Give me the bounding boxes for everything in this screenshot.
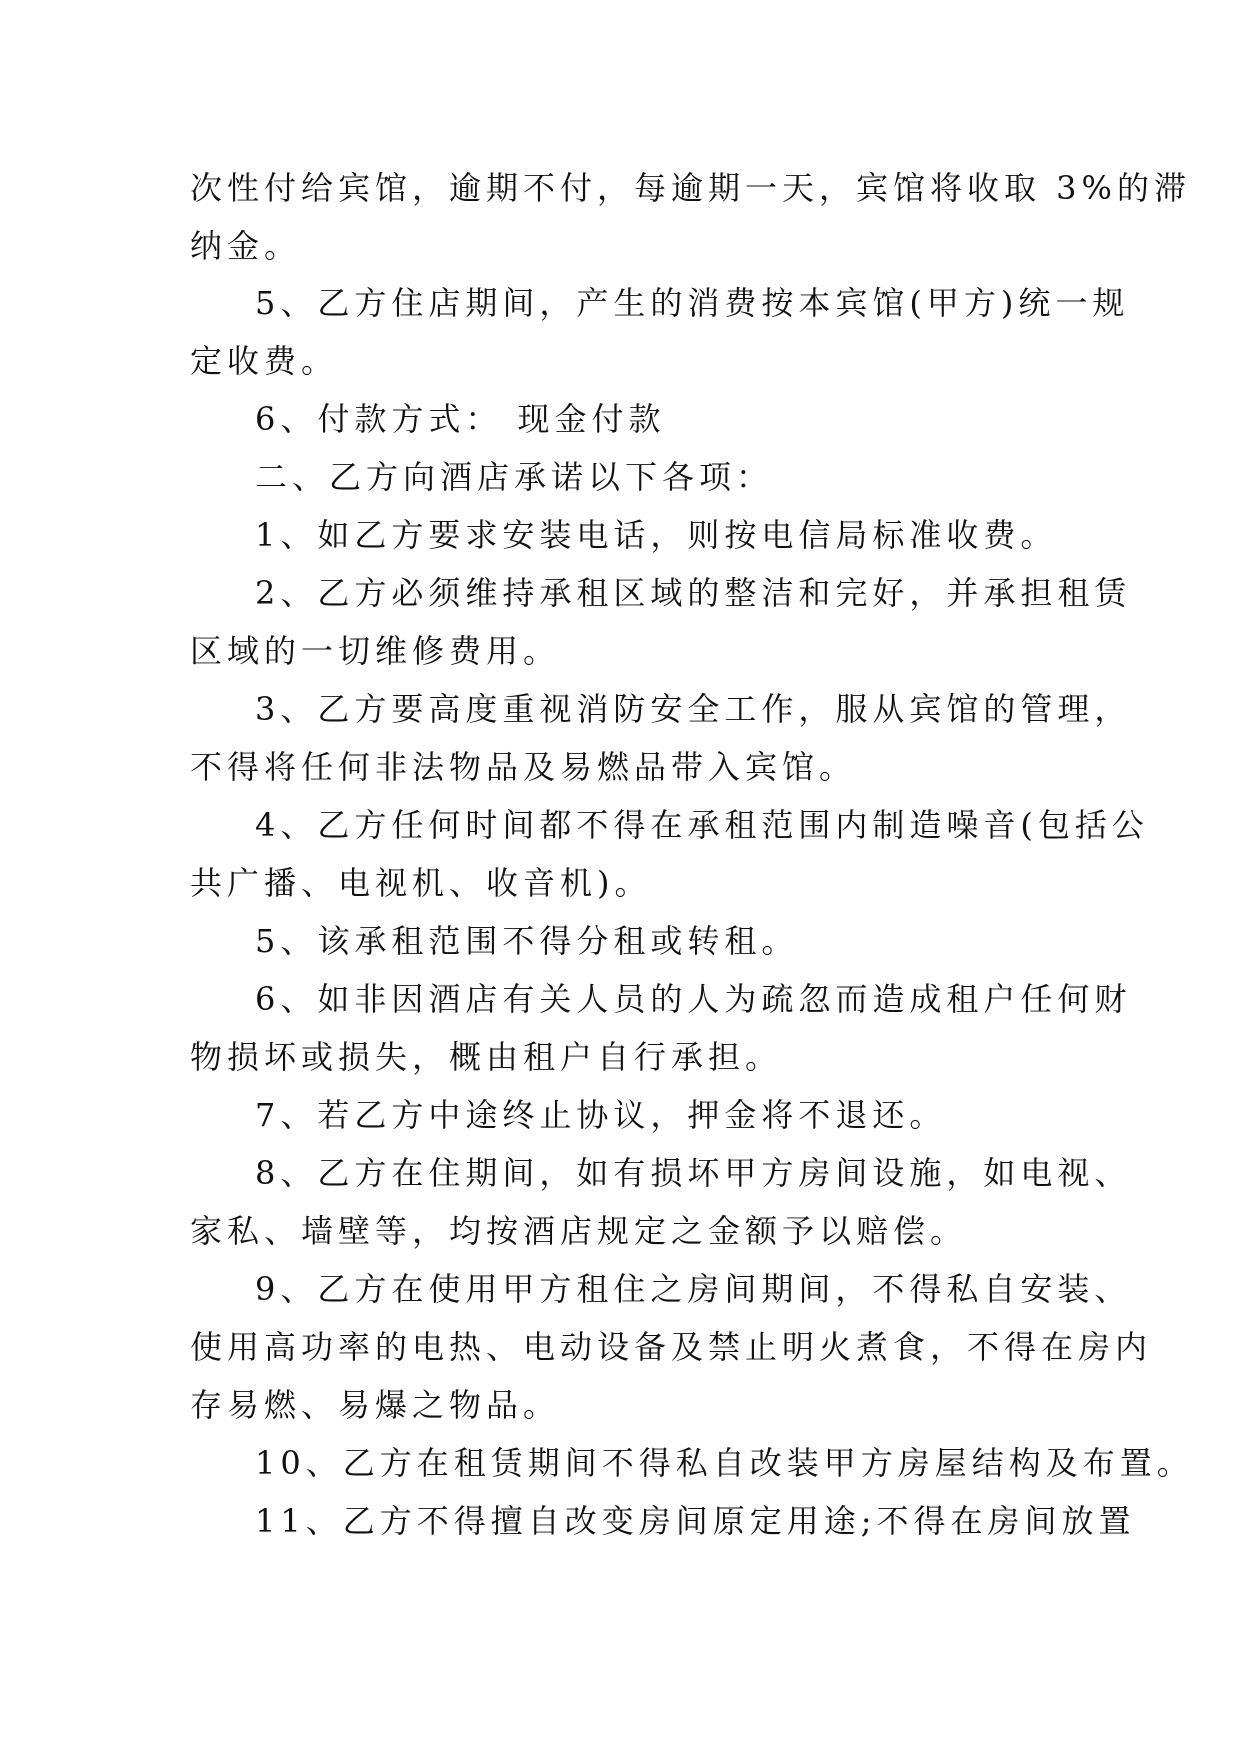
text-line: 二、乙方向酒店承诺以下各项： bbox=[255, 458, 774, 496]
text-line: 区域的一切维修费用。 bbox=[190, 632, 561, 670]
text-line: 2、乙方必须维持承租区域的整洁和完好，并承担租赁 bbox=[255, 574, 1132, 612]
text-line: 10、乙方在租赁期间不得私自改装甲方房屋结构及布置。 bbox=[255, 1444, 1194, 1482]
text-line: 6、付款方式： 现金付款 bbox=[255, 400, 666, 438]
text-line: 7、若乙方中途终止协议，押金将不退还。 bbox=[255, 1096, 947, 1134]
text-line: 1、如乙方要求安装电话，则按电信局标准收费。 bbox=[255, 516, 1058, 554]
text-line: 共广播、电视机、收音机)。 bbox=[190, 864, 652, 902]
text-line: 8、乙方在住期间，如有损坏甲方房间设施，如电视、 bbox=[255, 1154, 1132, 1192]
text-line: 5、乙方住店期间，产生的消费按本宾馆(甲方)统一规 bbox=[255, 284, 1130, 322]
text-line: 3、乙方要高度重视消防安全工作，服从宾馆的管理， bbox=[255, 690, 1132, 728]
text-line: 4、乙方任何时间都不得在承租范围内制造噪音(包括公 bbox=[255, 806, 1149, 844]
text-line: 物损坏或损失，概由租户自行承担。 bbox=[190, 1038, 783, 1076]
text-line: 6、如非因酒店有关人员的人为疏忽而造成租户任何财 bbox=[255, 980, 1132, 1018]
text-line: 家私、墙壁等，均按酒店规定之金额予以赔偿。 bbox=[190, 1212, 968, 1250]
text-line: 存易燃、易爆之物品。 bbox=[190, 1386, 561, 1424]
text-line: 次性付给宾馆，逾期不付，每逾期一天，宾馆将收取 3%的滞 bbox=[190, 169, 1191, 207]
text-line: 定收费。 bbox=[190, 342, 339, 380]
text-line: 不得将任何非法物品及易燃品带入宾馆。 bbox=[190, 748, 857, 786]
text-line: 9、乙方在使用甲方租住之房间期间，不得私自安装、 bbox=[255, 1270, 1132, 1308]
text-line: 纳金。 bbox=[190, 227, 302, 265]
text-line: 5、该承租范围不得分租或转租。 bbox=[255, 922, 799, 960]
text-line: 使用高功率的电热、电动设备及禁止明火煮食，不得在房内 bbox=[190, 1328, 1153, 1366]
text-line: 11、乙方不得擅自改变房间原定用途;不得在房间放置 bbox=[255, 1502, 1136, 1540]
